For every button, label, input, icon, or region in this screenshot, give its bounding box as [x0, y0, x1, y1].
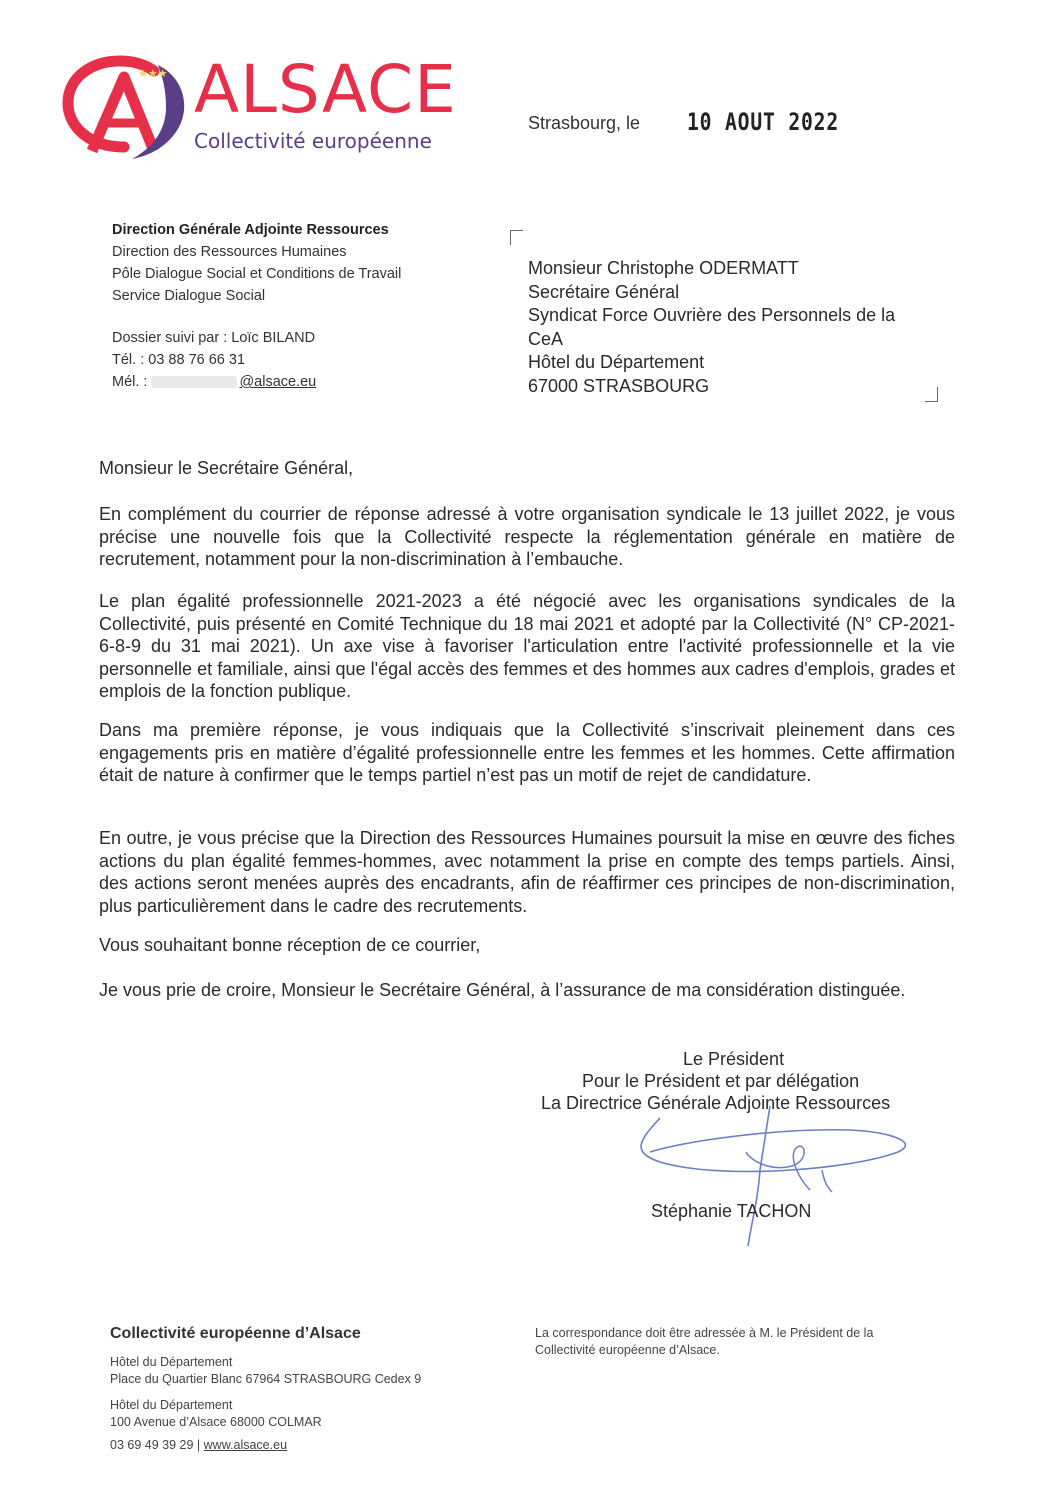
contact-email: [112, 371, 316, 393]
email-label: Mél. :: [112, 374, 148, 390]
footer-website-link[interactable]: www.alsace.eu: [203, 1438, 288, 1452]
address-bracket-top: [510, 230, 523, 245]
paragraph-2: Le plan égalité professionnelle 2021-2023 a été négocié avec les organisations syndicales de la Collectivité, puis présenté en Comité Technique du 18 mai 2021 et adopté par la Collectivité (N° CP-2021-6-8-9 du 31 mai 2021). Un axe vise à favoriser l'articulation entre l'activité professionnelle et la vie personnelle et familiale, ainsi que l'égal accès des femmes et des hommes aux cadres d'emplois, grades et emplois de la fonction publique.: [99, 591, 955, 701]
footer-org: Collectivité européenne d’Alsace: [110, 1325, 361, 1342]
paragraph-1: En complément du courrier de réponse adressé à votre organisation syndicale le 13 juillet 2022, je vous précise une nouvelle fois que la Collectivité respecte la réglementation générale en matière de recrutement, notamment pour la non-discrimination à l’embauche.: [99, 504, 955, 569]
signature-title: Le Président: [683, 1049, 785, 1069]
paragraph-3: Dans ma première réponse, je vous indiquais que la Collectivité s’inscrivait pleinement dans ces engagements pris en matière d’égalité professionnelle entre les femmes et les hommes. Cette affirmation était de nature à confirmer que le temps partiel n’est pas un motif de rejet de candidature.: [99, 720, 955, 785]
signatory-name: Stéphanie TACHON: [651, 1201, 812, 1221]
sender-department: Direction des Ressources Humaines: [112, 244, 347, 260]
recipient-org: Syndicat Force Ouvrière des Personnels de la CeA: [528, 305, 896, 349]
recipient-name: Monsieur Christophe ODERMATT: [528, 258, 799, 278]
sender-direction: Direction Générale Adjointe Ressources: [112, 222, 389, 238]
signature-delegation: Pour le Président et par délégation: [582, 1071, 860, 1091]
logo-subtitle: Collectivité européenne: [194, 129, 432, 153]
alsace-logo: [62, 51, 457, 165]
address-bracket-bottom: [925, 387, 938, 402]
logo-name: ALSACE: [194, 51, 457, 128]
date-stamp: 10 AOUT 2022: [687, 108, 840, 136]
footer-addr2-line2: 100 Avenue d’Alsace 68000 COLMAR: [110, 1415, 322, 1429]
recipient-building: Hôtel du Département: [528, 352, 705, 372]
recipient-city: 67000 STRASBOURG: [528, 375, 710, 396]
footer-phone: 03 69 49 39 29: [110, 1438, 194, 1452]
footer-contact: [110, 1438, 287, 1452]
recipient-title: Secrétaire Général: [528, 281, 680, 302]
sender-pole: Pôle Dialogue Social et Conditions de Travail: [112, 266, 402, 282]
redacted-email-mask: [151, 376, 237, 388]
paragraph-5: Vous souhaitant bonne réception de ce courrier,: [99, 935, 481, 955]
handwritten-signature-icon: [600, 1100, 920, 1250]
contact-dossier: Dossier suivi par : Loïc BILAND: [112, 330, 316, 346]
sender-block: [112, 219, 401, 307]
footer-addr1-line1: Hôtel du Département: [110, 1355, 233, 1369]
alsace-emblem-icon: [62, 55, 192, 165]
date-place: Strasbourg, le: [528, 113, 641, 133]
paragraph-4: En outre, je vous précise que la Direction des Ressources Humaines poursuit la mise en œuvre des fiches actions du plan égalité femmes-hommes, avec notamment la prise en compte des temps partiels. Ainsi, des actions seront menées auprès des encadrants, afin de réaffirmer ces principes de non-discrimination, plus particulièrement dans le cadre des recrutements.: [99, 828, 955, 916]
contact-block: [112, 327, 316, 393]
svg-text:★★★: ★★★: [138, 67, 168, 80]
closing-paragraph: Je vous prie de croire, Monsieur le Secrétaire Général, à l’assurance de ma considération distinguée.: [99, 980, 906, 1000]
footer-addr1-line2: Place du Quartier Blanc 67964 STRASBOURG Cedex 9: [110, 1372, 422, 1386]
signature-role: La Directrice Générale Adjointe Ressources: [541, 1093, 891, 1113]
recipient-block: [528, 257, 928, 398]
footer-addr2-line1: Hôtel du Département: [110, 1398, 233, 1412]
salutation: Monsieur le Secrétaire Général,: [99, 458, 354, 478]
footer-note: La correspondance doit être adressée à M. le Président de la Collectivité européenne d’Alsace.: [535, 1326, 874, 1357]
contact-tel: Tél. : 03 88 76 66 31: [112, 352, 246, 368]
footer-addresses: [110, 1354, 421, 1431]
footer-separator: |: [196, 1438, 201, 1452]
sender-service: Service Dialogue Social: [112, 288, 266, 304]
email-domain[interactable]: @alsace.eu: [239, 374, 317, 390]
